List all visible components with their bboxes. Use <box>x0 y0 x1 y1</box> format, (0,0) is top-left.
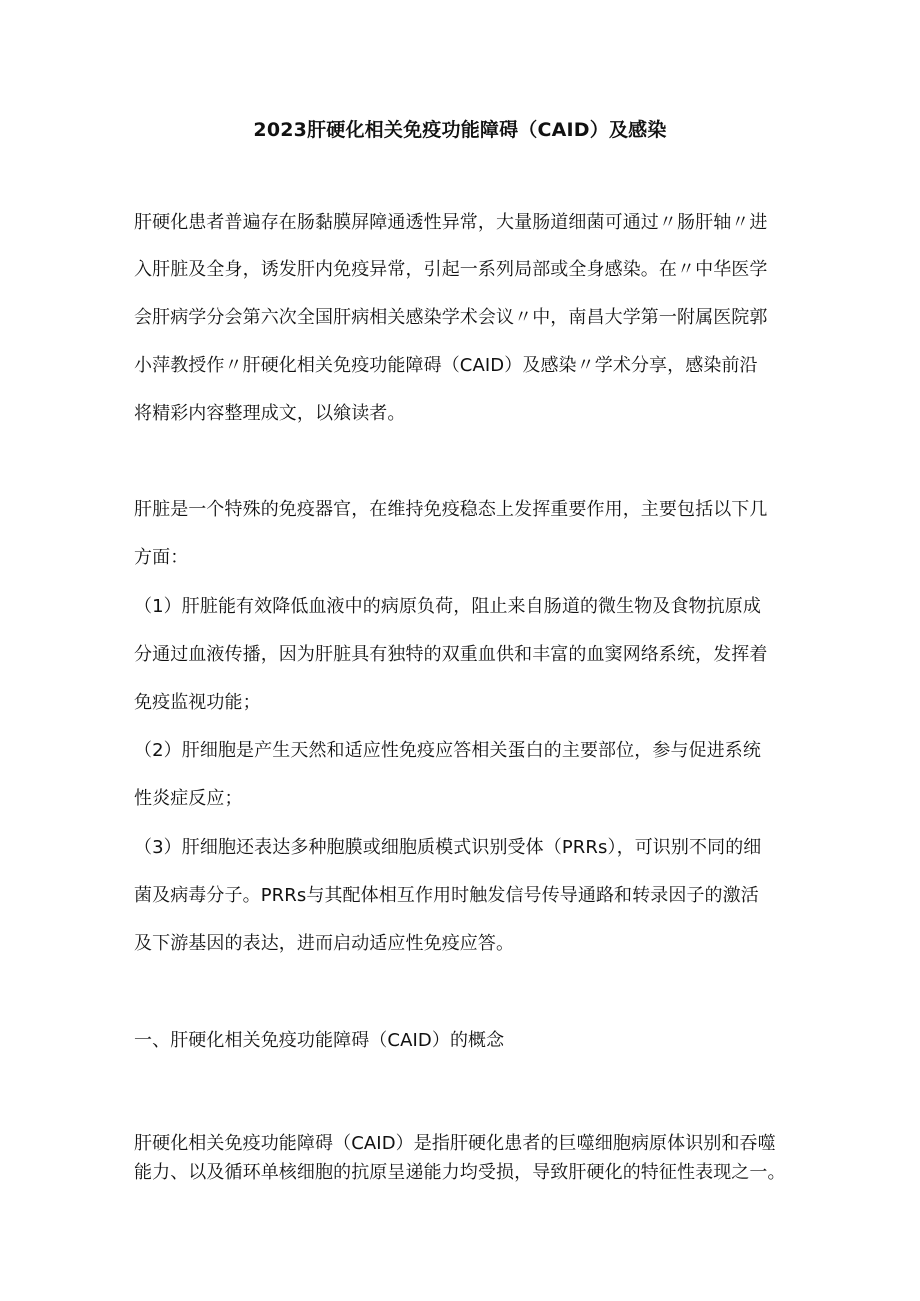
intro-line-2: 入肝脏及全身，诱发肝内免疫异常，引起一系列局部或全身感染。在〃中华医学 <box>134 259 768 280</box>
section-1-heading: 一、肝硬化相关免疫功能障碍（CAID）的概念 <box>134 1030 505 1051</box>
intro-line-4: 小萍教授作〃肝硬化相关免疫功能障碍（CAID）及感染〃学术分享，感染前沿 <box>134 355 758 376</box>
point-3-line-3: 及下游基因的表达，进而启动适应性免疫应答。 <box>134 933 515 954</box>
point-3-line-1: （3）肝细胞还表达多种胞膜或细胞质模式识别受体（PRRs），可识别不同的细 <box>134 837 762 858</box>
point-1-line-1: （1）肝脏能有效降低血液中的病原负荷，阻止来自肠道的微生物及食物抗原成 <box>134 596 761 617</box>
point-3-line-2: 菌及病毒分子。PRRs与其配体相互作用时触发信号传导通路和转录因子的激活 <box>134 885 759 906</box>
liver-paragraph-line-1: 肝脏是一个特殊的免疫器官，在维持免疫稳态上发挥重要作用，主要包括以下几 <box>134 499 768 520</box>
intro-line-1: 肝硬化患者普遍存在肠黏膜屏障通透性异常，大量肠道细菌可通过〃肠肝轴〃进 <box>134 212 768 233</box>
point-1-line-3: 免疫监视功能； <box>134 692 261 713</box>
liver-paragraph-line-2: 方面： <box>134 547 189 568</box>
intro-line-3: 会肝病学分会第六次全国肝病相关感染学术会议〃中，南昌大学第一附属医院郭 <box>134 307 768 328</box>
section-1-line-1: 肝硬化相关免疫功能障碍（CAID）是指肝硬化患者的巨噬细胞病原体识别和吞噬 <box>134 1133 776 1154</box>
section-1-line-2: 能力、以及循环单核细胞的抗原呈递能力均受损，导致肝硬化的特征性表现之一。 <box>134 1162 786 1183</box>
document-title: 2023肝硬化相关免疫功能障碍（CAID）及感染 <box>253 119 667 141</box>
intro-line-5: 将精彩内容整理成文，以飨读者。 <box>134 403 406 424</box>
point-2-line-2: 性炎症反应； <box>134 788 243 809</box>
point-2-line-1: （2）肝细胞是产生天然和适应性免疫应答相关蛋白的主要部位，参与促进系统 <box>134 740 761 761</box>
point-1-line-2: 分通过血液传播，因为肝脏具有独特的双重血供和丰富的血窦网络系统，发挥着 <box>134 644 768 665</box>
